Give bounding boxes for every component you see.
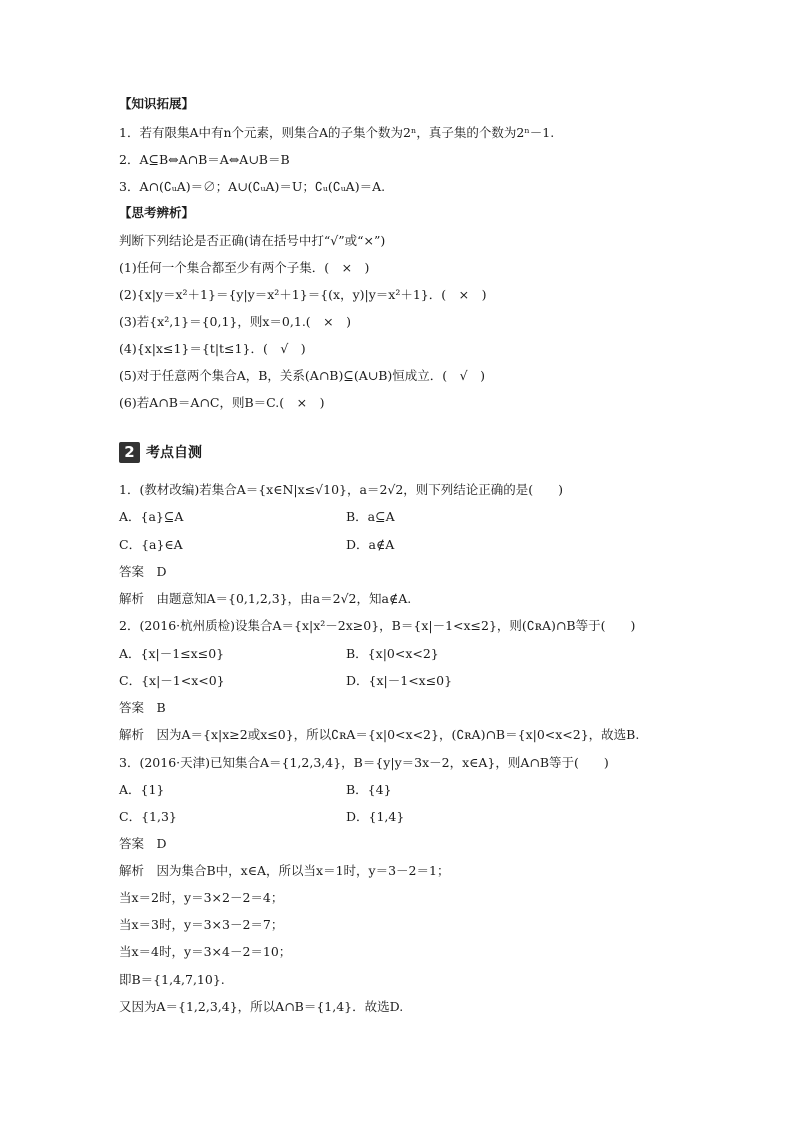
q2-stem: 2．(2016·杭州质检)设集合A＝{x|x²－2x≥0}，B＝{x|－1<x≤2}，则(∁ʀA)∩B等于( ) — [119, 618, 636, 633]
thinking-item-4: (4){x|x≤1}＝{t|t≤1}．( √ ) — [119, 341, 306, 356]
q3-analysis-line-2: 当x＝2时，y＝3×2－2＝4； — [119, 890, 284, 905]
q3-option-d: D．{1,4} — [346, 809, 405, 824]
q3-option-c: C．{1,3} — [119, 809, 177, 824]
knowledge-heading: 【知识拓展】 — [119, 96, 195, 111]
section-header — [119, 441, 202, 463]
q2-answer: 答案 B — [119, 700, 166, 715]
q1-option-d: D．a∉A — [346, 537, 395, 552]
q3-analysis-line-1: 解析 因为集合B中，x∈A，所以当x＝1时，y＝3－2＝1； — [119, 863, 450, 878]
q1-option-c: C．{a}∈A — [119, 537, 183, 552]
thinking-item-2: (2){x|y＝x²＋1}＝{y|y＝x²＋1}＝{(x，y)|y＝x²＋1}．( × ) — [119, 287, 487, 302]
thinking-item-1: (1)任何一个集合都至少有两个子集．( × ) — [119, 260, 370, 275]
thinking-item-3: (3)若{x²,1}＝{0,1}，则x＝0,1.( × ) — [119, 314, 352, 329]
q3-option-a: A．{1} — [119, 782, 165, 797]
q1-option-b: B．a⊆A — [346, 509, 395, 524]
thinking-item-5: (5)对于任意两个集合A，B，关系(A∩B)⊆(A∪B)恒成立．( √ ) — [119, 368, 485, 383]
q1-analysis: 解析 由题意知A＝{0,1,2,3}，由a＝2√2，知a∉A. — [119, 591, 412, 606]
q1-option-a: A．{a}⊆A — [119, 509, 184, 524]
knowledge-item-3: 3．A∩(∁ᵤA)＝∅；A∪(∁ᵤA)＝U；∁ᵤ(∁ᵤA)＝A. — [119, 179, 386, 194]
q2-analysis: 解析 因为A＝{x|x≥2或x≤0}，所以∁ʀA＝{x|0<x<2}，(∁ʀA)∩B＝{x|0<x<2}，故选B. — [119, 727, 640, 742]
thinking-intro: 判断下列结论是否正确(请在括号中打“√”或“×”) — [119, 233, 386, 248]
thinking-heading: 【思考辨析】 — [119, 205, 195, 220]
knowledge-item-2: 2．A⊆B⇔A∩B＝A⇔A∪B＝B — [119, 152, 290, 167]
q2-option-b: B．{x|0<x<2} — [346, 646, 439, 661]
q2-option-a: A．{x|－1≤x≤0} — [119, 646, 225, 661]
knowledge-item-1: 1．若有限集A中有n个元素，则集合A的子集个数为2ⁿ，真子集的个数为2ⁿ－1. — [119, 125, 555, 140]
section-title: 考点自测 — [146, 445, 202, 461]
q3-stem: 3．(2016·天津)已知集合A＝{1,2,3,4}，B＝{y|y＝3x－2，x∈A}，则A∩B等于( ) — [119, 755, 609, 770]
thinking-item-6: (6)若A∩B＝A∩C，则B＝C.( × ) — [119, 395, 325, 410]
q3-analysis-line-6: 又因为A＝{1,2,3,4}，所以A∩B＝{1,4}．故选D. — [119, 999, 404, 1014]
q2-option-c: C．{x|－1<x<0} — [119, 673, 225, 688]
q1-stem: 1．(教材改编)若集合A＝{x∈N|x≤√10}，a＝2√2，则下列结论正确的是( ) — [119, 482, 564, 497]
q2-option-d: D．{x|－1<x≤0} — [346, 673, 453, 688]
q3-analysis-line-3: 当x＝3时，y＝3×3－2＝7； — [119, 917, 284, 932]
q1-answer: 答案 D — [119, 564, 167, 579]
q3-answer: 答案 D — [119, 836, 167, 851]
q3-option-b: B．{4} — [346, 782, 392, 797]
q3-analysis-line-4: 当x＝4时，y＝3×4－2＝10； — [119, 944, 292, 959]
q3-analysis-line-5: 即B＝{1,4,7,10}. — [119, 972, 225, 987]
section-number-badge: 2 — [119, 442, 140, 463]
